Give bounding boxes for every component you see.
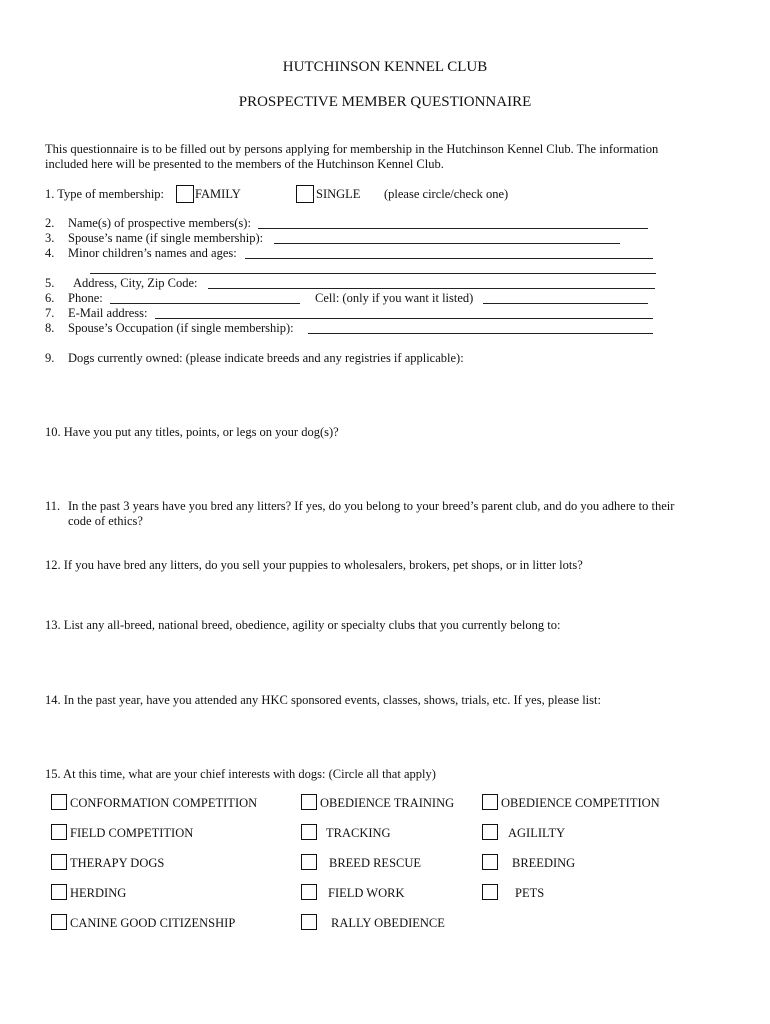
interest-checkbox-rally-obedience[interactable] <box>301 914 317 930</box>
question-11-line-2: code of ethics? <box>68 514 143 528</box>
interest-label-breed-rescue: BREED RESCUE <box>329 856 422 870</box>
question-10: 10. Have you put any titles, points, or legs on your dog(s)? <box>45 425 339 439</box>
single-label: SINGLE <box>316 187 361 201</box>
intro-line-1: This questionnaire is to be filled out by persons applying for membership in the Hutchinson Kennel Club. The information <box>45 142 659 156</box>
family-label: FAMILY <box>195 187 241 201</box>
field-number-6: 6. <box>45 291 55 305</box>
interest-checkbox-breed-rescue[interactable] <box>301 854 317 870</box>
field-number-5: 5. <box>45 276 55 290</box>
children-field-extra-line[interactable] <box>90 273 656 274</box>
interest-label-field-competition: FIELD COMPETITION <box>70 826 194 840</box>
spouse-occupation-label: Spouse’s Occupation (if single membership): <box>68 321 294 335</box>
question-12: 12. If you have bred any litters, do you sell your puppies to wholesalers, brokers, pet shops, or in litter lots? <box>45 558 583 572</box>
spouse-occupation-field[interactable] <box>308 333 653 334</box>
form-title: PROSPECTIVE MEMBER QUESTIONNAIRE <box>238 94 532 110</box>
membership-note: (please circle/check one) <box>384 187 509 201</box>
cell-label: Cell: (only if you want it listed) <box>315 291 474 305</box>
question-11-line-1: In the past 3 years have you bred any litters? If yes, do you belong to your breed’s parent club, and do you adhere to their <box>68 499 675 513</box>
field-number-2: 2. <box>45 216 55 230</box>
interest-checkbox-herding[interactable] <box>51 884 67 900</box>
email-label: E-Mail address: <box>68 306 148 320</box>
address-field[interactable] <box>208 288 655 289</box>
interest-checkbox-therapy-dogs[interactable] <box>51 854 67 870</box>
interest-label-tracking: TRACKING <box>326 826 391 840</box>
question-13: 13. List any all-breed, national breed, obedience, agility or specialty clubs that you currently belong to: <box>45 618 561 632</box>
interest-label-herding: HERDING <box>70 886 127 900</box>
interest-label-canine-good-citizenship: CANINE GOOD CITIZENSHIP <box>70 916 236 930</box>
family-checkbox[interactable] <box>176 185 194 203</box>
children-field[interactable] <box>245 258 653 259</box>
interest-label-therapy-dogs: THERAPY DOGS <box>70 856 165 870</box>
interest-checkbox-obedience-training[interactable] <box>301 794 317 810</box>
address-label: Address, City, Zip Code: <box>73 276 198 290</box>
interest-checkbox-conformation[interactable] <box>51 794 67 810</box>
cell-field[interactable] <box>483 303 648 304</box>
single-checkbox[interactable] <box>296 185 314 203</box>
spouse-name-label: Spouse’s name (if single membership): <box>68 231 264 245</box>
interest-checkbox-field-work[interactable] <box>301 884 317 900</box>
interest-label-field-work: FIELD WORK <box>328 886 405 900</box>
interest-label-rally-obedience: RALLY OBEDIENCE <box>331 916 445 930</box>
interest-label-obedience-training: OBEDIENCE TRAINING <box>320 796 455 810</box>
spouse-name-field[interactable] <box>274 243 620 244</box>
club-name: HUTCHINSON KENNEL CLUB <box>282 59 488 75</box>
phone-field[interactable] <box>110 303 300 304</box>
interest-checkbox-field-competition[interactable] <box>51 824 67 840</box>
field-number-4: 4. <box>45 246 55 260</box>
field-number-8: 8. <box>45 321 55 335</box>
question-number-11: 11. <box>45 499 61 513</box>
interest-checkbox-breeding[interactable] <box>482 854 498 870</box>
interest-label-conformation: CONFORMATION COMPETITION <box>70 796 258 810</box>
interest-checkbox-tracking[interactable] <box>301 824 317 840</box>
prospective-members-label: Name(s) of prospective members(s): <box>68 216 251 230</box>
phone-label: Phone: <box>68 291 103 305</box>
intro-line-2: included here will be presented to the members of the Hutchinson Kennel Club. <box>45 157 444 171</box>
membership-type-label: 1. Type of membership: <box>45 187 165 201</box>
question-14: 14. In the past year, have you attended any HKC sponsored events, classes, shows, trials, etc. If yes, please list: <box>45 693 601 707</box>
interest-label-pets: PETS <box>515 886 545 900</box>
question-15: 15. At this time, what are your chief interests with dogs: (Circle all that apply) <box>45 767 436 781</box>
interest-label-agility: AGILILTY <box>508 826 566 840</box>
interest-label-obedience-competition: OBEDIENCE COMPETITION <box>501 796 660 810</box>
interest-checkbox-canine-good-citizenship[interactable] <box>51 914 67 930</box>
children-label: Minor children’s names and ages: <box>68 246 237 260</box>
prospective-members-field[interactable] <box>258 228 648 229</box>
question-number-9: 9. <box>45 351 55 365</box>
field-number-7: 7. <box>45 306 55 320</box>
question-9: Dogs currently owned: (please indicate breeds and any registries if applicable): <box>68 351 464 365</box>
interest-checkbox-pets[interactable] <box>482 884 498 900</box>
email-field[interactable] <box>155 318 653 319</box>
field-number-3: 3. <box>45 231 55 245</box>
interest-checkbox-agility[interactable] <box>482 824 498 840</box>
interest-checkbox-obedience-competition[interactable] <box>482 794 498 810</box>
interest-label-breeding: BREEDING <box>512 856 576 870</box>
